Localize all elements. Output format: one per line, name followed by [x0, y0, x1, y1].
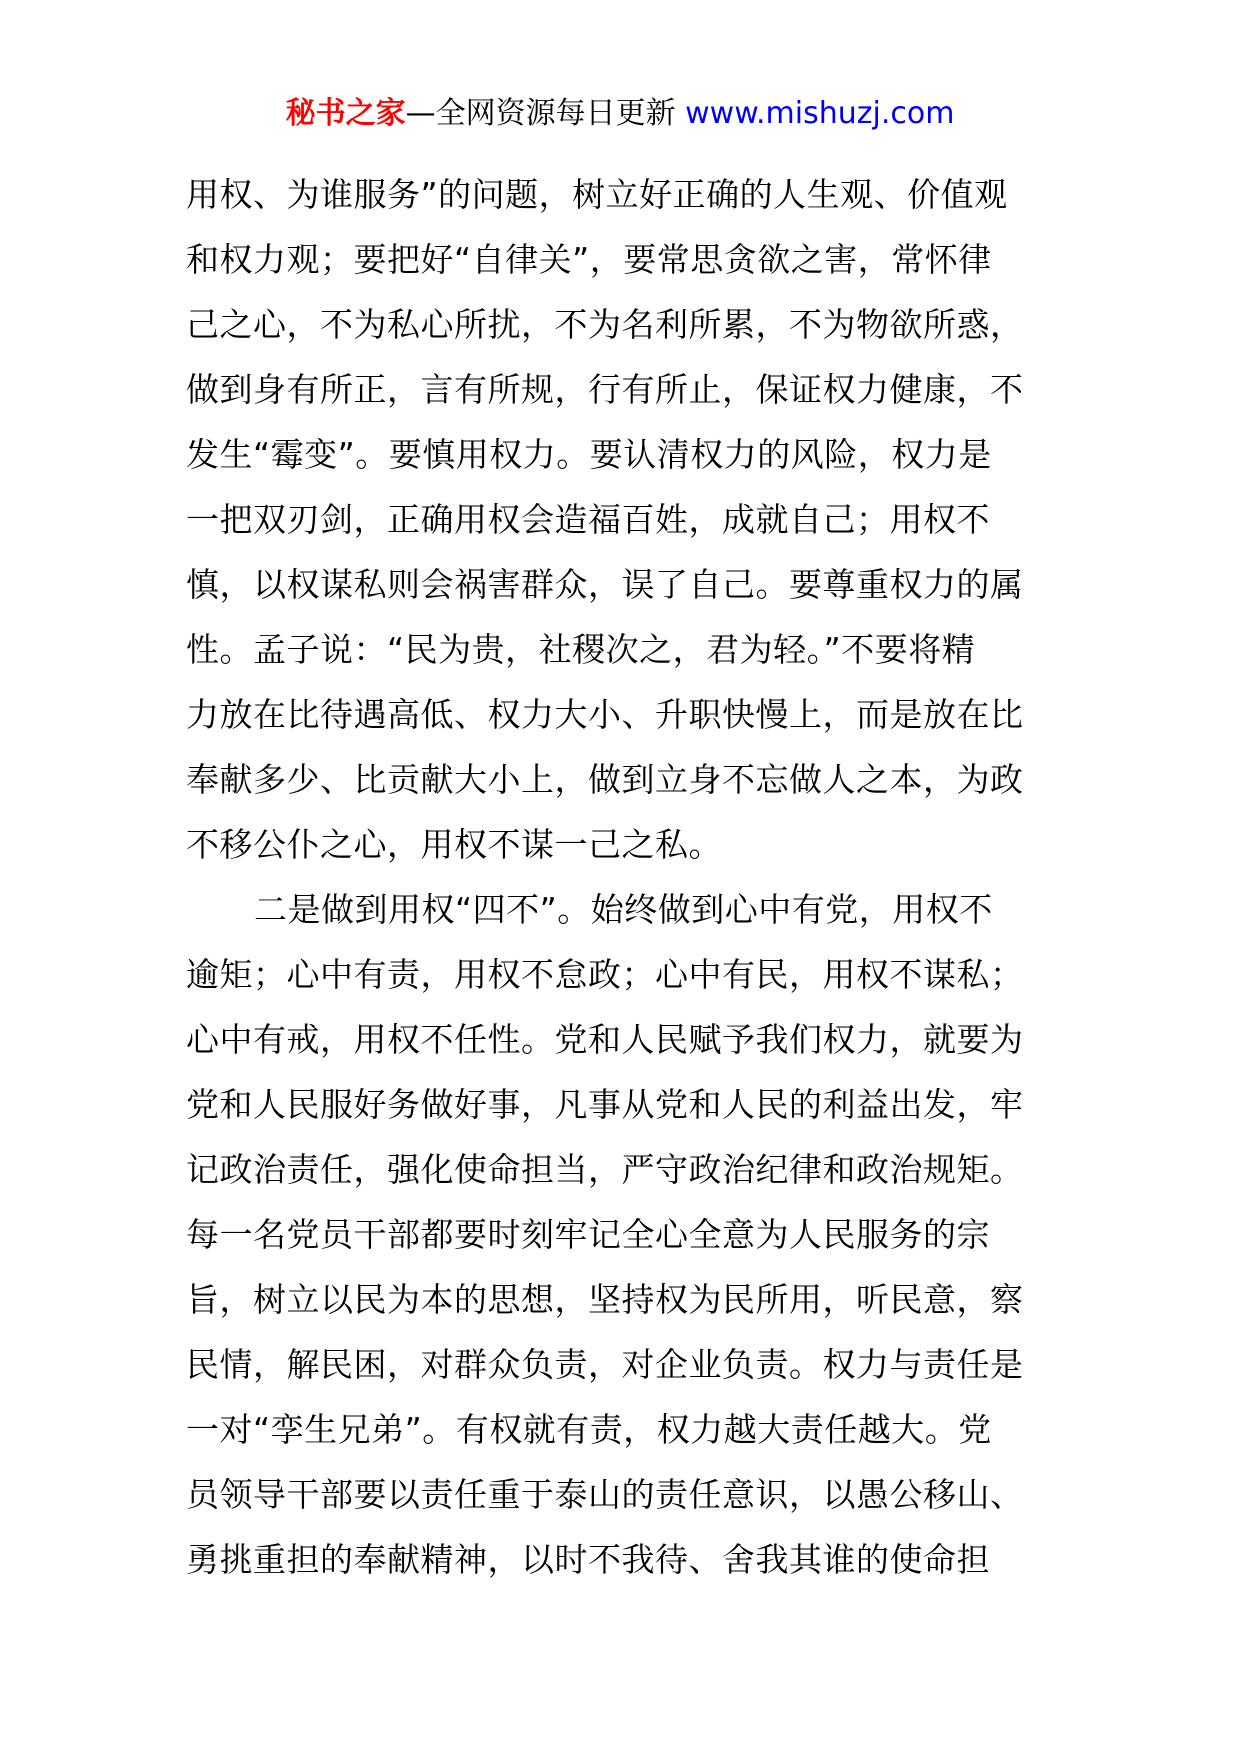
document-body	[186, 162, 1056, 1592]
text-line: 和权力观；要把好“自律关”，要常思贪欲之害，常怀律	[186, 240, 992, 279]
header-brand: 秘书之家	[285, 96, 406, 131]
text-line: 记政治责任，强化使命担当，严守政治纪律和政治规矩。	[186, 1150, 1024, 1189]
text-line: 旨，树立以民为本的思想，坚持权为民所用，听民意，察	[186, 1280, 1024, 1319]
text-line: 性。孟子说：“民为贵，社稷次之，君为轻。”不要将精	[186, 630, 976, 669]
text-line: 心中有戒，用权不任性。党和人民赋予我们权力，就要为	[186, 1020, 1024, 1059]
text-line: 不移公仆之心，用权不谋一己之私。	[186, 825, 722, 864]
paragraph-start-line: 二是做到用权“四不”。始终做到心中有党，用权不	[254, 890, 993, 929]
header-url-link[interactable]: www.mishuzj.com	[685, 96, 955, 131]
text-line: 慎，以权谋私则会祸害群众，误了自己。要尊重权力的属	[186, 565, 1024, 604]
text-line: 每一名党员干部都要时刻牢记全心全意为人民服务的宗	[186, 1215, 990, 1254]
text-line: 奉献多少、比贡献大小上，做到立身不忘做人之本，为政	[186, 760, 1024, 799]
text-line: 员领导干部要以责任重于泰山的责任意识，以愚公移山、	[186, 1475, 1024, 1514]
text-line: 做到身有所正，言有所规，行有所止，保证权力健康，不	[186, 370, 1024, 409]
text-line: 逾矩；心中有责，用权不怠政；心中有民，用权不谋私；	[186, 955, 1024, 994]
text-line: 用权、为谁服务”的问题，树立好正确的人生观、价值观	[186, 175, 1008, 214]
text-line: 一对“孪生兄弟”。有权就有责，权力越大责任越大。党	[186, 1410, 992, 1449]
text-line: 民情，解民困，对群众负责，对企业负责。权力与责任是	[186, 1345, 1024, 1384]
text-line: 党和人民服好务做好事，凡事从党和人民的利益出发，牢	[186, 1085, 1024, 1124]
text-line: 己之心，不为私心所扰，不为名利所累，不为物欲所惑，	[186, 305, 1024, 344]
text-line: 发生“霉变”。要慎用权力。要认清权力的风险，权力是	[186, 435, 992, 474]
text-line: 力放在比待遇高低、权力大小、升职快慢上，而是放在比	[186, 695, 1024, 734]
page-header	[0, 94, 1240, 134]
text-line: 一把双刃剑，正确用权会造福百姓，成就自己；用权不	[186, 500, 990, 539]
text-line: 勇挑重担的奉献精神，以时不我待、舍我其谁的使命担	[186, 1540, 990, 1579]
header-tagline: —全网资源每日更新	[405, 96, 676, 131]
